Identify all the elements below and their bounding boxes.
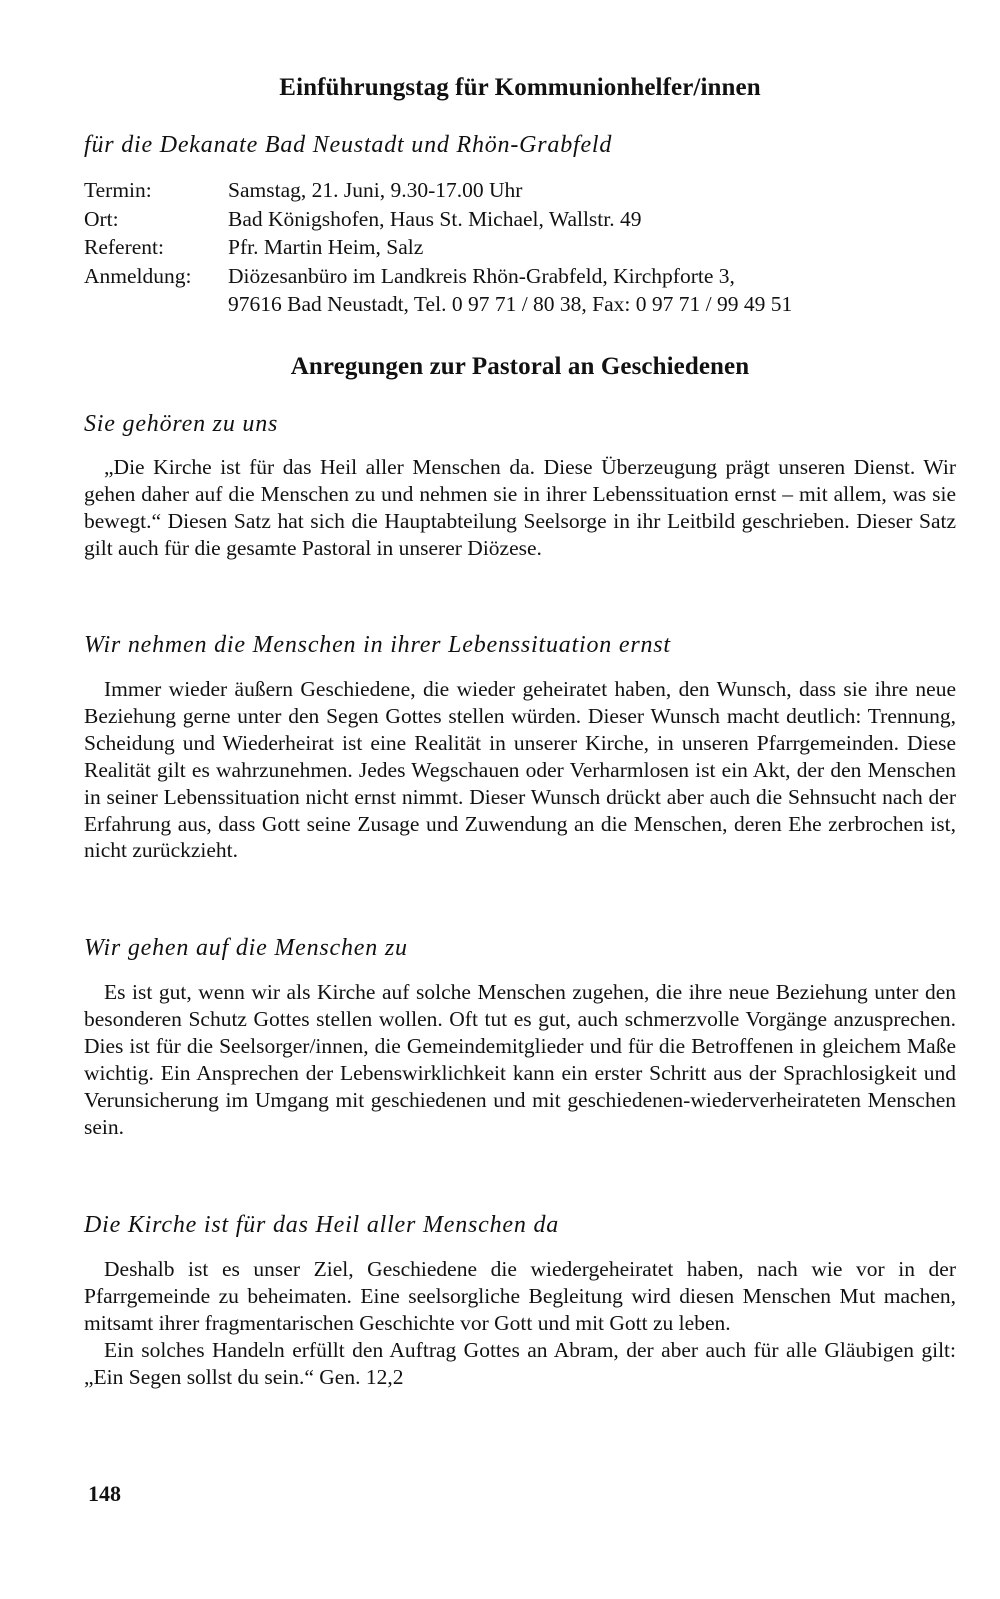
detail-row-anmeldung-cont xyxy=(84,290,948,319)
section-paragraph xyxy=(84,1256,956,1391)
article-title: Anregungen zur Pastoral an Geschiedenen xyxy=(290,353,750,380)
paragraph-text: „Die Kirche ist für das Heil aller Menschen da. Diese Überzeugung prägt unseren Dienst. Wir gehen daher auf die Menschen zu und nehmen sie in ihrer Lebenssituation ernst – mit allem, was sie bewegt.“ Diesen Satz hat sich die Hauptabteilung Seelsorge in ihr Leitbild geschrieben. Dieser Satz gilt auch für die gesamte Pastoral in unserer Diözese. xyxy=(84,455,956,560)
event-subtitle: für die Dekanate Bad Neustadt und Rhön-Grabfeld xyxy=(84,132,613,158)
section-paragraph xyxy=(84,454,956,562)
section-heading: Die Kirche ist für das Heil aller Menschen da xyxy=(84,1212,560,1238)
detail-row-ort xyxy=(84,205,948,234)
detail-label: Referent: xyxy=(84,235,164,260)
detail-row-termin xyxy=(84,176,948,205)
detail-value: Diözesanbüro im Landkreis Rhön-Grabfeld, Kirchpforte 3, xyxy=(228,263,735,288)
detail-label: Ort: xyxy=(84,206,119,231)
paragraph-text: Es ist gut, wenn wir als Kirche auf solche Menschen zugehen, die ihre neue Beziehung unter den besonderen Schutz Gottes stellen wollen. Oft tut es gut, auch schmerzvolle Vorgänge anzusprechen. Dies ist für die Seelsorger/innen, die Gemeindemitglieder und für die Betroffenen in gleichem Maße wichtig. Ein Ansprechen der Lebenswirklichkeit kann ein erster Schritt aus der Sprachlosigkeit und Verunsicherung im Umgang mit geschiedenen und mit geschiedenen-wiederverheirateten Menschen sein. xyxy=(84,980,956,1139)
paragraph-text: Ein solches Handeln erfüllt den Auftrag Gottes an Abram, der aber auch für alle Gläubigen gilt: „Ein Segen sollst du sein.“ Gen. 12,2 xyxy=(84,1337,956,1389)
section-paragraph xyxy=(84,979,956,1140)
section-heading: Wir gehen auf die Menschen zu xyxy=(84,935,408,961)
detail-label: Anmeldung: xyxy=(84,263,192,288)
detail-value: Samstag, 21. Juni, 9.30-17.00 Uhr xyxy=(228,178,523,202)
detail-value: Bad Königshofen, Haus St. Michael, Wallstr. 49 xyxy=(228,206,642,231)
detail-label: Termin: xyxy=(84,178,152,202)
detail-row-anmeldung xyxy=(84,262,948,291)
event-details xyxy=(84,176,948,319)
detail-value: 97616 Bad Neustadt, Tel. 0 97 71 / 80 38, Fax: 0 97 71 / 99 49 51 xyxy=(228,292,793,317)
page-number: 148 xyxy=(88,1481,121,1506)
paragraph-text: Deshalb ist es unser Ziel, Geschiedene die wiedergeheiratet haben, nach wie vor in der Pfarrgemeinde zu beheimaten. Eine seelsorgliche Begleitung wird diesen Menschen Mut machen, mitsamt ihrer fragmentarischen Geschichte vor Gott und mit Gott zu leben. xyxy=(84,1257,956,1335)
paragraph-text: Immer wieder äußern Geschiedene, die wieder geheiratet haben, den Wunsch, dass sie ihre neue Beziehung gerne unter den Segen Gottes stellen würden. Dieser Wunsch macht deutlich: Trennung, Scheidung und Wiederheirat ist eine Realität in unserer Kirche, in unseren Pfarrgemeinden. Diese Realität gilt es wahrzunehmen. Jedes Wegschauen oder Verharmlosen ist ein Akt, der den Menschen in seiner Lebenssituation nicht ernst nimmt. Dieser Wunsch drückt aber auch die Sehnsucht nach der Erfahrung aus, dass Gott seine Zusage und Zuwendung an die Menschen, deren Ehe zerbrochen ist, nicht zurückzieht. xyxy=(84,677,956,863)
detail-row-referent xyxy=(84,233,948,262)
section-heading: Sie gehören zu uns xyxy=(84,411,279,437)
section-paragraph xyxy=(84,676,956,864)
detail-label xyxy=(84,290,228,319)
detail-value: Pfr. Martin Heim, Salz xyxy=(228,235,424,260)
event-title: Einführungstag für Kommunionhelfer/innen xyxy=(279,74,761,101)
section-heading: Wir nehmen die Menschen in ihrer Lebenssituation ernst xyxy=(84,632,671,658)
